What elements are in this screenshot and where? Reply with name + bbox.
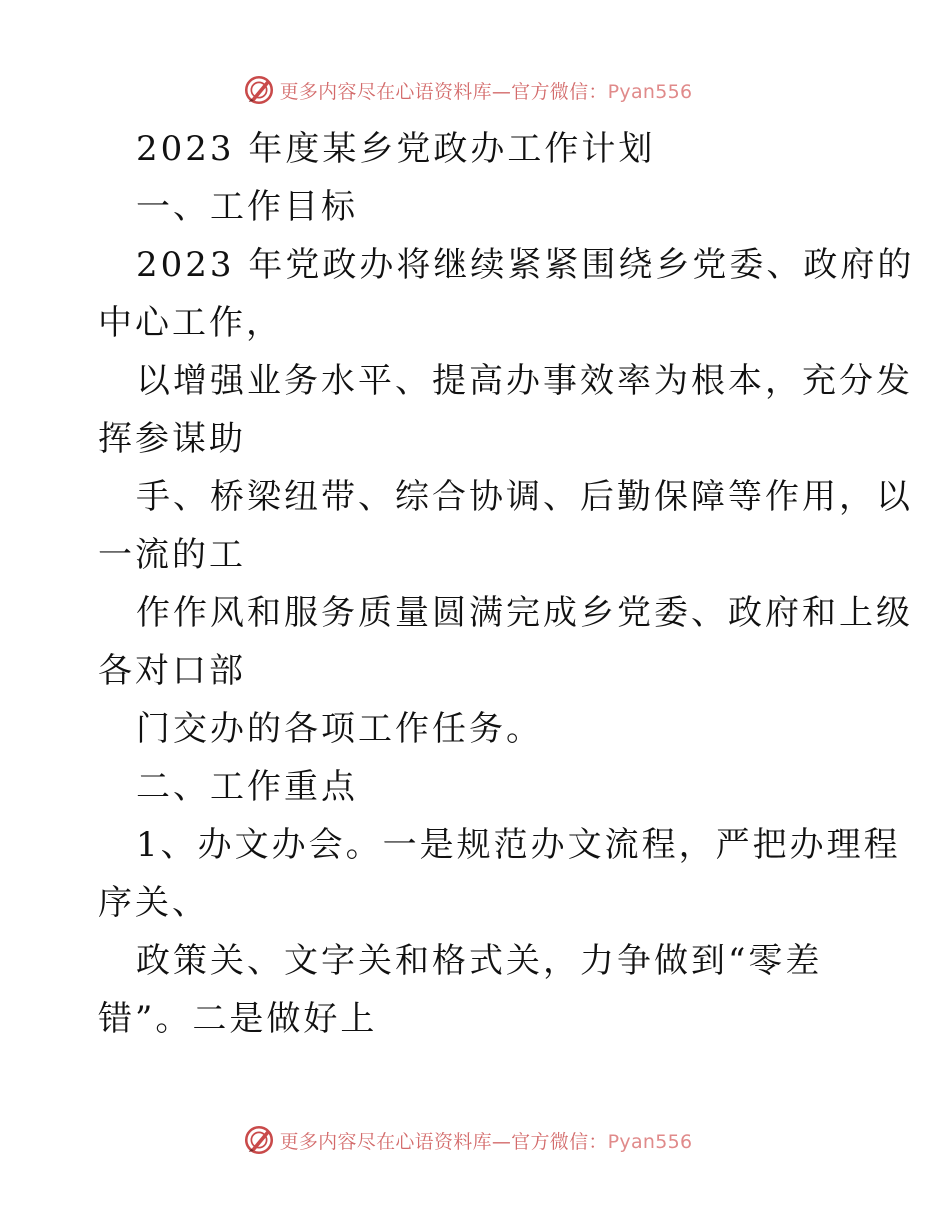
text-line: 错”。二是做好上 — [98, 999, 378, 1039]
text-line: 挥参谋助 — [98, 419, 246, 459]
text-line: 序关、 — [98, 883, 209, 923]
text-line: 政策关、文字关和格式关，力争做到“零差 — [136, 941, 823, 981]
text-line: 中心工作， — [98, 303, 283, 343]
footer-watermark — [0, 1120, 950, 1160]
text-line: 手、桥梁纽带、综合协调、后勤保障等作用，以 — [136, 477, 913, 517]
text-line: 一、工作目标 — [136, 187, 358, 227]
document-body — [98, 120, 915, 1048]
watermark-text: 更多内容尽在心语资料库—官方微信：Pyan556 — [279, 80, 693, 103]
header-watermark — [0, 70, 950, 110]
text-line: 二、工作重点 — [136, 767, 358, 807]
pen-logo-icon — [242, 1123, 276, 1157]
text-line: 门交办的各项工作任务。 — [136, 709, 543, 749]
text-line: 以增强业务水平、提高办事效率为根本，充分发 — [136, 361, 913, 401]
document-title: 2023 年度某乡党政办工作计划 — [136, 129, 656, 169]
watermark-text: 更多内容尽在心语资料库—官方微信：Pyan556 — [279, 1130, 693, 1153]
text-line: 一流的工 — [98, 535, 246, 575]
text-line: 各对口部 — [98, 651, 246, 691]
text-line: 1、办文办会。一是规范办文流程，严把办理程 — [136, 825, 901, 865]
text-line: 作作风和服务质量圆满完成乡党委、政府和上级 — [136, 593, 913, 633]
pen-logo-icon — [242, 73, 276, 107]
text-line: 2023 年党政办将继续紧紧围绕乡党委、政府的 — [136, 245, 915, 285]
